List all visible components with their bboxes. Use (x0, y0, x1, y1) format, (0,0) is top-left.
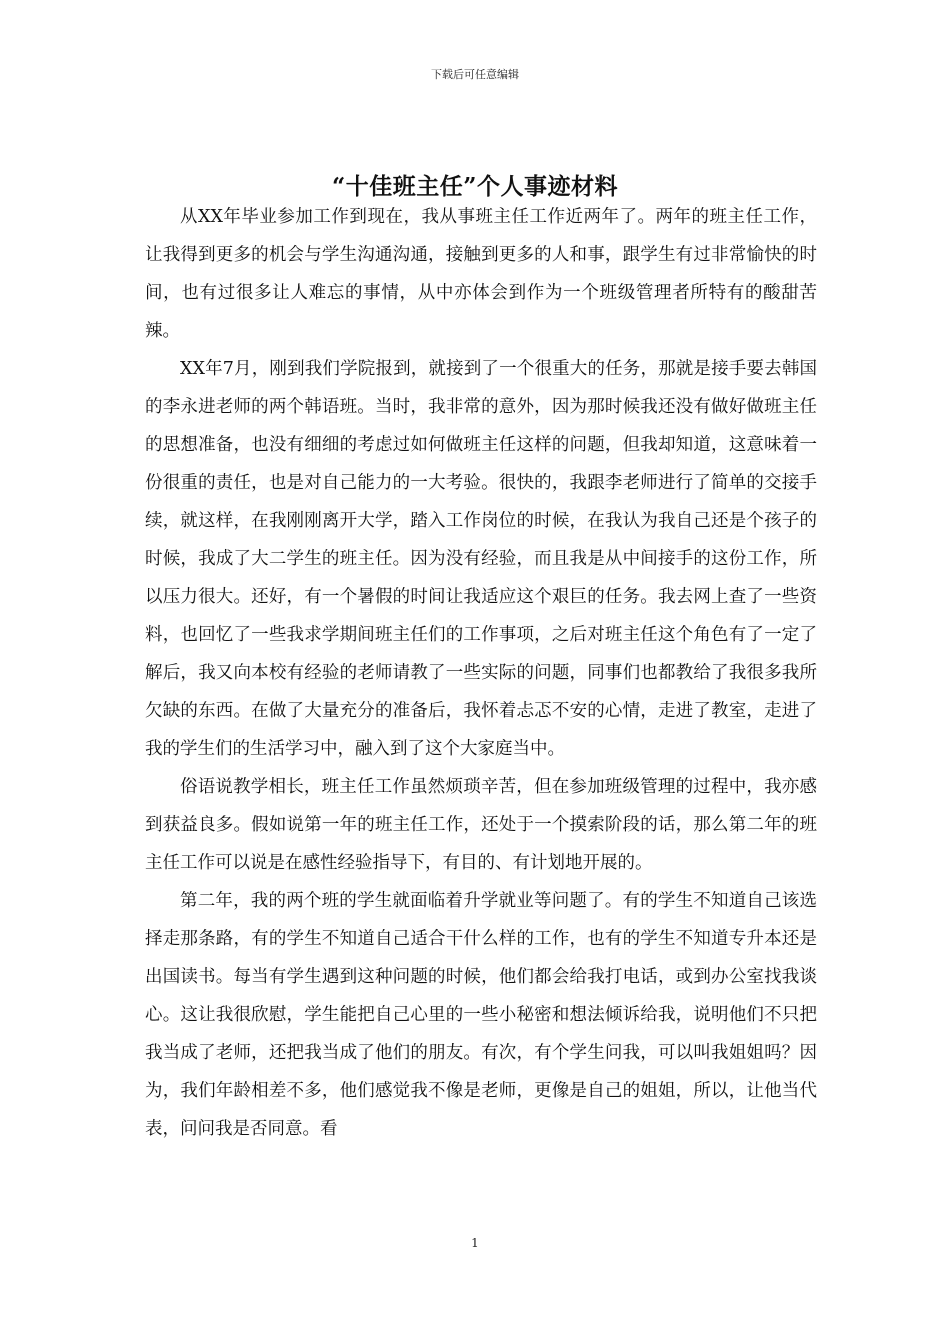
document-body (145, 198, 817, 1148)
paragraph: 第二年，我的两个班的学生就面临着升学就业等问题了。有的学生不知道自己该选择走那条路，有的学生不知道自己适合干什么样的工作，也有的学生不知道专升本还是出国读书。每当有学生遇到这种问题的时候，他们都会给我打电话，或到办公室找我谈心。这让我很欣慰，学生能把自己心里的一些小秘密和想法倾诉给我，说明他们不只把我当成了老师，还把我当成了他们的朋友。有次，有个学生问我，可以叫我姐姐吗？因为，我们年龄相差不多，他们感觉我不像是老师，更像是自己的姐姐，所以，让他当代表，问问我是否同意。看 (145, 891, 817, 1139)
header-note: 下载后可任意编辑 (431, 68, 519, 81)
paragraph: XX年7月，刚到我们学院报到，就接到了一个很重大的任务，那就是接手要去韩国的李永进老师的两个韩语班。当时，我非常的意外，因为那时候我还没有做好做班主任的思想准备，也没有细细的考虑过如何做班主任这样的问题，但我却知道，这意味着一份很重的责任，也是对自己能力的一大考验。很快的，我跟李老师进行了简单的交接手续，就这样，在我刚刚离开大学，踏入工作岗位的时候，在我认为我自己还是个孩子的时候，我成了大二学生的班主任。因为没有经验，而且我是从中间接手的这份工作，所以压力很大。还好，有一个暑假的时间让我适应这个艰巨的任务。我去网上查了一些资料，也回忆了一些我求学期间班主任们的工作事项，之后对班主任这个角色有了一定了解后，我又向本校有经验的老师请教了一些实际的问题，同事们也都教给了我很多我所欠缺的东西。在做了大量充分的准备后，我怀着忐忑不安的心情，走进了教室，走进了我的学生们的生活学习中，融入到了这个大家庭当中。 (145, 359, 817, 759)
page-number: 1 (471, 1236, 479, 1250)
document-title: “十佳班主任”个人事迹材料 (332, 173, 618, 201)
paragraph: 俗语说教学相长，班主任工作虽然烦琐辛苦，但在参加班级管理的过程中，我亦感到获益良多。假如说第一年的班主任工作，还处于一个摸索阶段的话，那么第二年的班主任工作可以说是在感性经验指导下，有目的、有计划地开展的。 (145, 777, 817, 873)
paragraph: 从XX年毕业参加工作到现在，我从事班主任工作近两年了。两年的班主任工作，让我得到更多的机会与学生沟通沟通，接触到更多的人和事，跟学生有过非常愉快的时间，也有过很多让人难忘的事情，从中亦体会到作为一个班级管理者所特有的酸甜苦辣。 (145, 207, 817, 341)
